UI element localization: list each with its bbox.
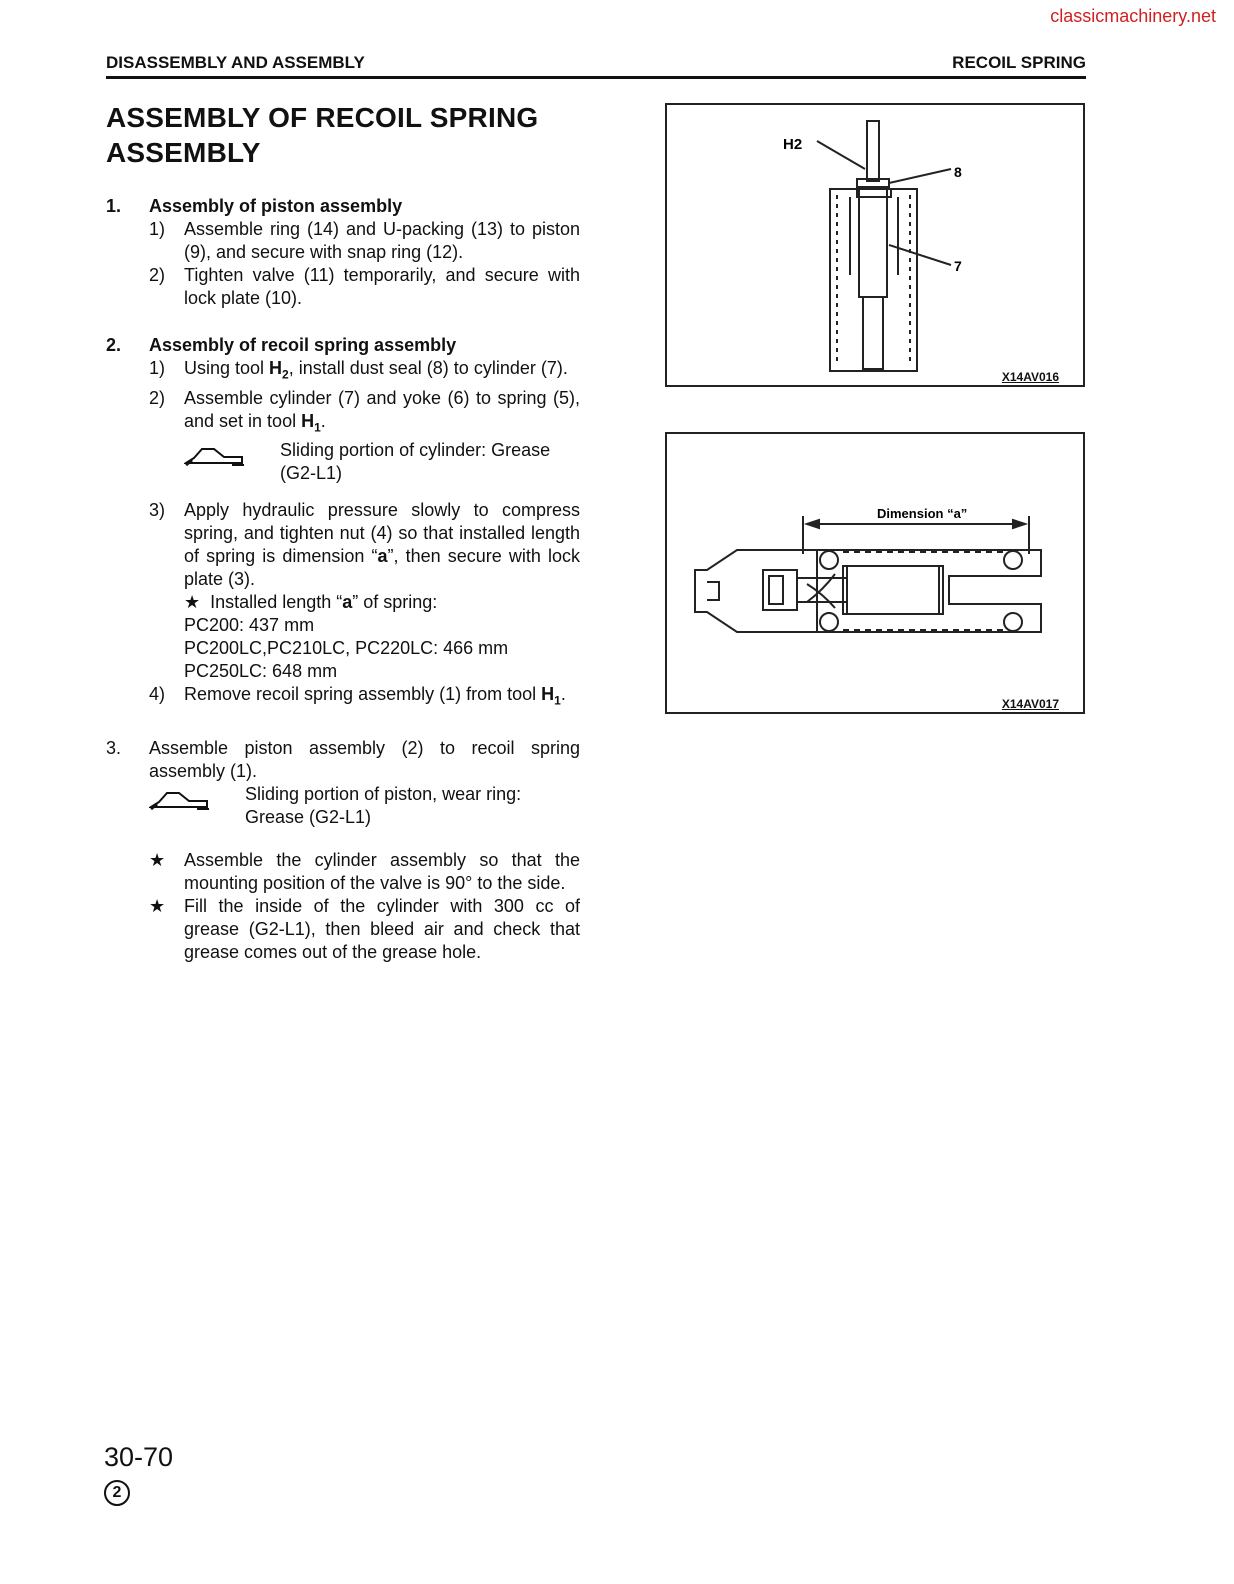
note-valve-position: ★ Assemble the cylinder assembly so that the mounting position of the valve is 90° to the side. [149,849,580,893]
section-1-step-1: 1) Assemble ring (14) and U-packing (13) to piston (9), and secure with snap ring (12). [149,219,580,262]
section-2-step-4: 4) Remove recoil spring assembly (1) from tool $H_1$. [149,684,566,708]
grease-note-cylinder: Sliding portion of cylinder: Grease (G2-L1) [106,439,580,491]
section-2-heading: 2. Assembly of recoil spring assembly [106,335,457,355]
recoil-spring-diagram [667,434,1083,712]
page-title: ASSEMBLY OF RECOIL SPRING ASSEMBLY [106,102,539,168]
section-2-step-1: 1) Using tool $H_2$, install dust seal (8) to cylinder (7). [149,358,568,382]
figure-spring-compression [665,432,1085,714]
revision-badge: 2 [104,1480,130,1506]
star-icon: ★ [149,895,166,916]
figure-id: X14AV016 [1001,370,1059,384]
length-pc200lc: PC200LC,PC210LC, PC220LC: 466 mm [184,638,509,659]
figure-dust-seal-install [665,103,1085,387]
section-1-step-2: 2) Tighten valve (11) temporarily, and secure with lock plate (10). [149,265,580,308]
star-icon: ★ [149,849,166,870]
note-fill-grease: ★ Fill the inside of the cylinder with 300 cc of grease (G2-L1), then bleed air and check that grease comes out of the grease hole. [149,895,580,962]
label-h2: H2 [783,136,803,153]
grease-note-piston: Sliding portion of piston, wear ring: Grease (G2-L1) [106,783,580,835]
star-icon: ★ [184,592,201,613]
page-number: 30-70 [104,1442,174,1472]
section-2-step-3: 3) Apply hydraulic pressure slowly to compress spring, and tighten nut (4) so that installed length of spring is dimension “a”, then secure with lock plate (3). [149,500,580,590]
header-topic-title: RECOIL SPRING [952,53,1086,72]
section-3-step: 3. Assemble piston assembly (2) to recoil spring assembly (1). [106,737,580,781]
length-pc250lc: PC250LC: 648 mm [184,661,338,682]
dimension-label: Dimension “a” [877,506,968,521]
section-2-step-2: 2) Assemble cylinder (7) and yoke (6) to spring (5), and set in tool $H_1$. [149,387,580,435]
header-section-title: DISASSEMBLY AND ASSEMBLY [106,53,365,72]
installed-length-note: ★ Installed length “a” of spring: [184,592,438,613]
figure-id: X14AV017 [1001,697,1059,711]
label-8: 8 [954,164,962,180]
watermark: classicmachinery.net [1050,6,1216,26]
main-column [106,100,580,964]
label-7: 7 [954,258,962,274]
cylinder-diagram [667,105,1083,385]
page-header [106,52,1086,79]
grease-gun-icon [149,787,213,813]
section-1-heading: 1. Assembly of piston assembly [106,196,403,216]
grease-gun-icon [184,443,248,469]
length-pc200: PC200: 437 mm [184,615,315,636]
